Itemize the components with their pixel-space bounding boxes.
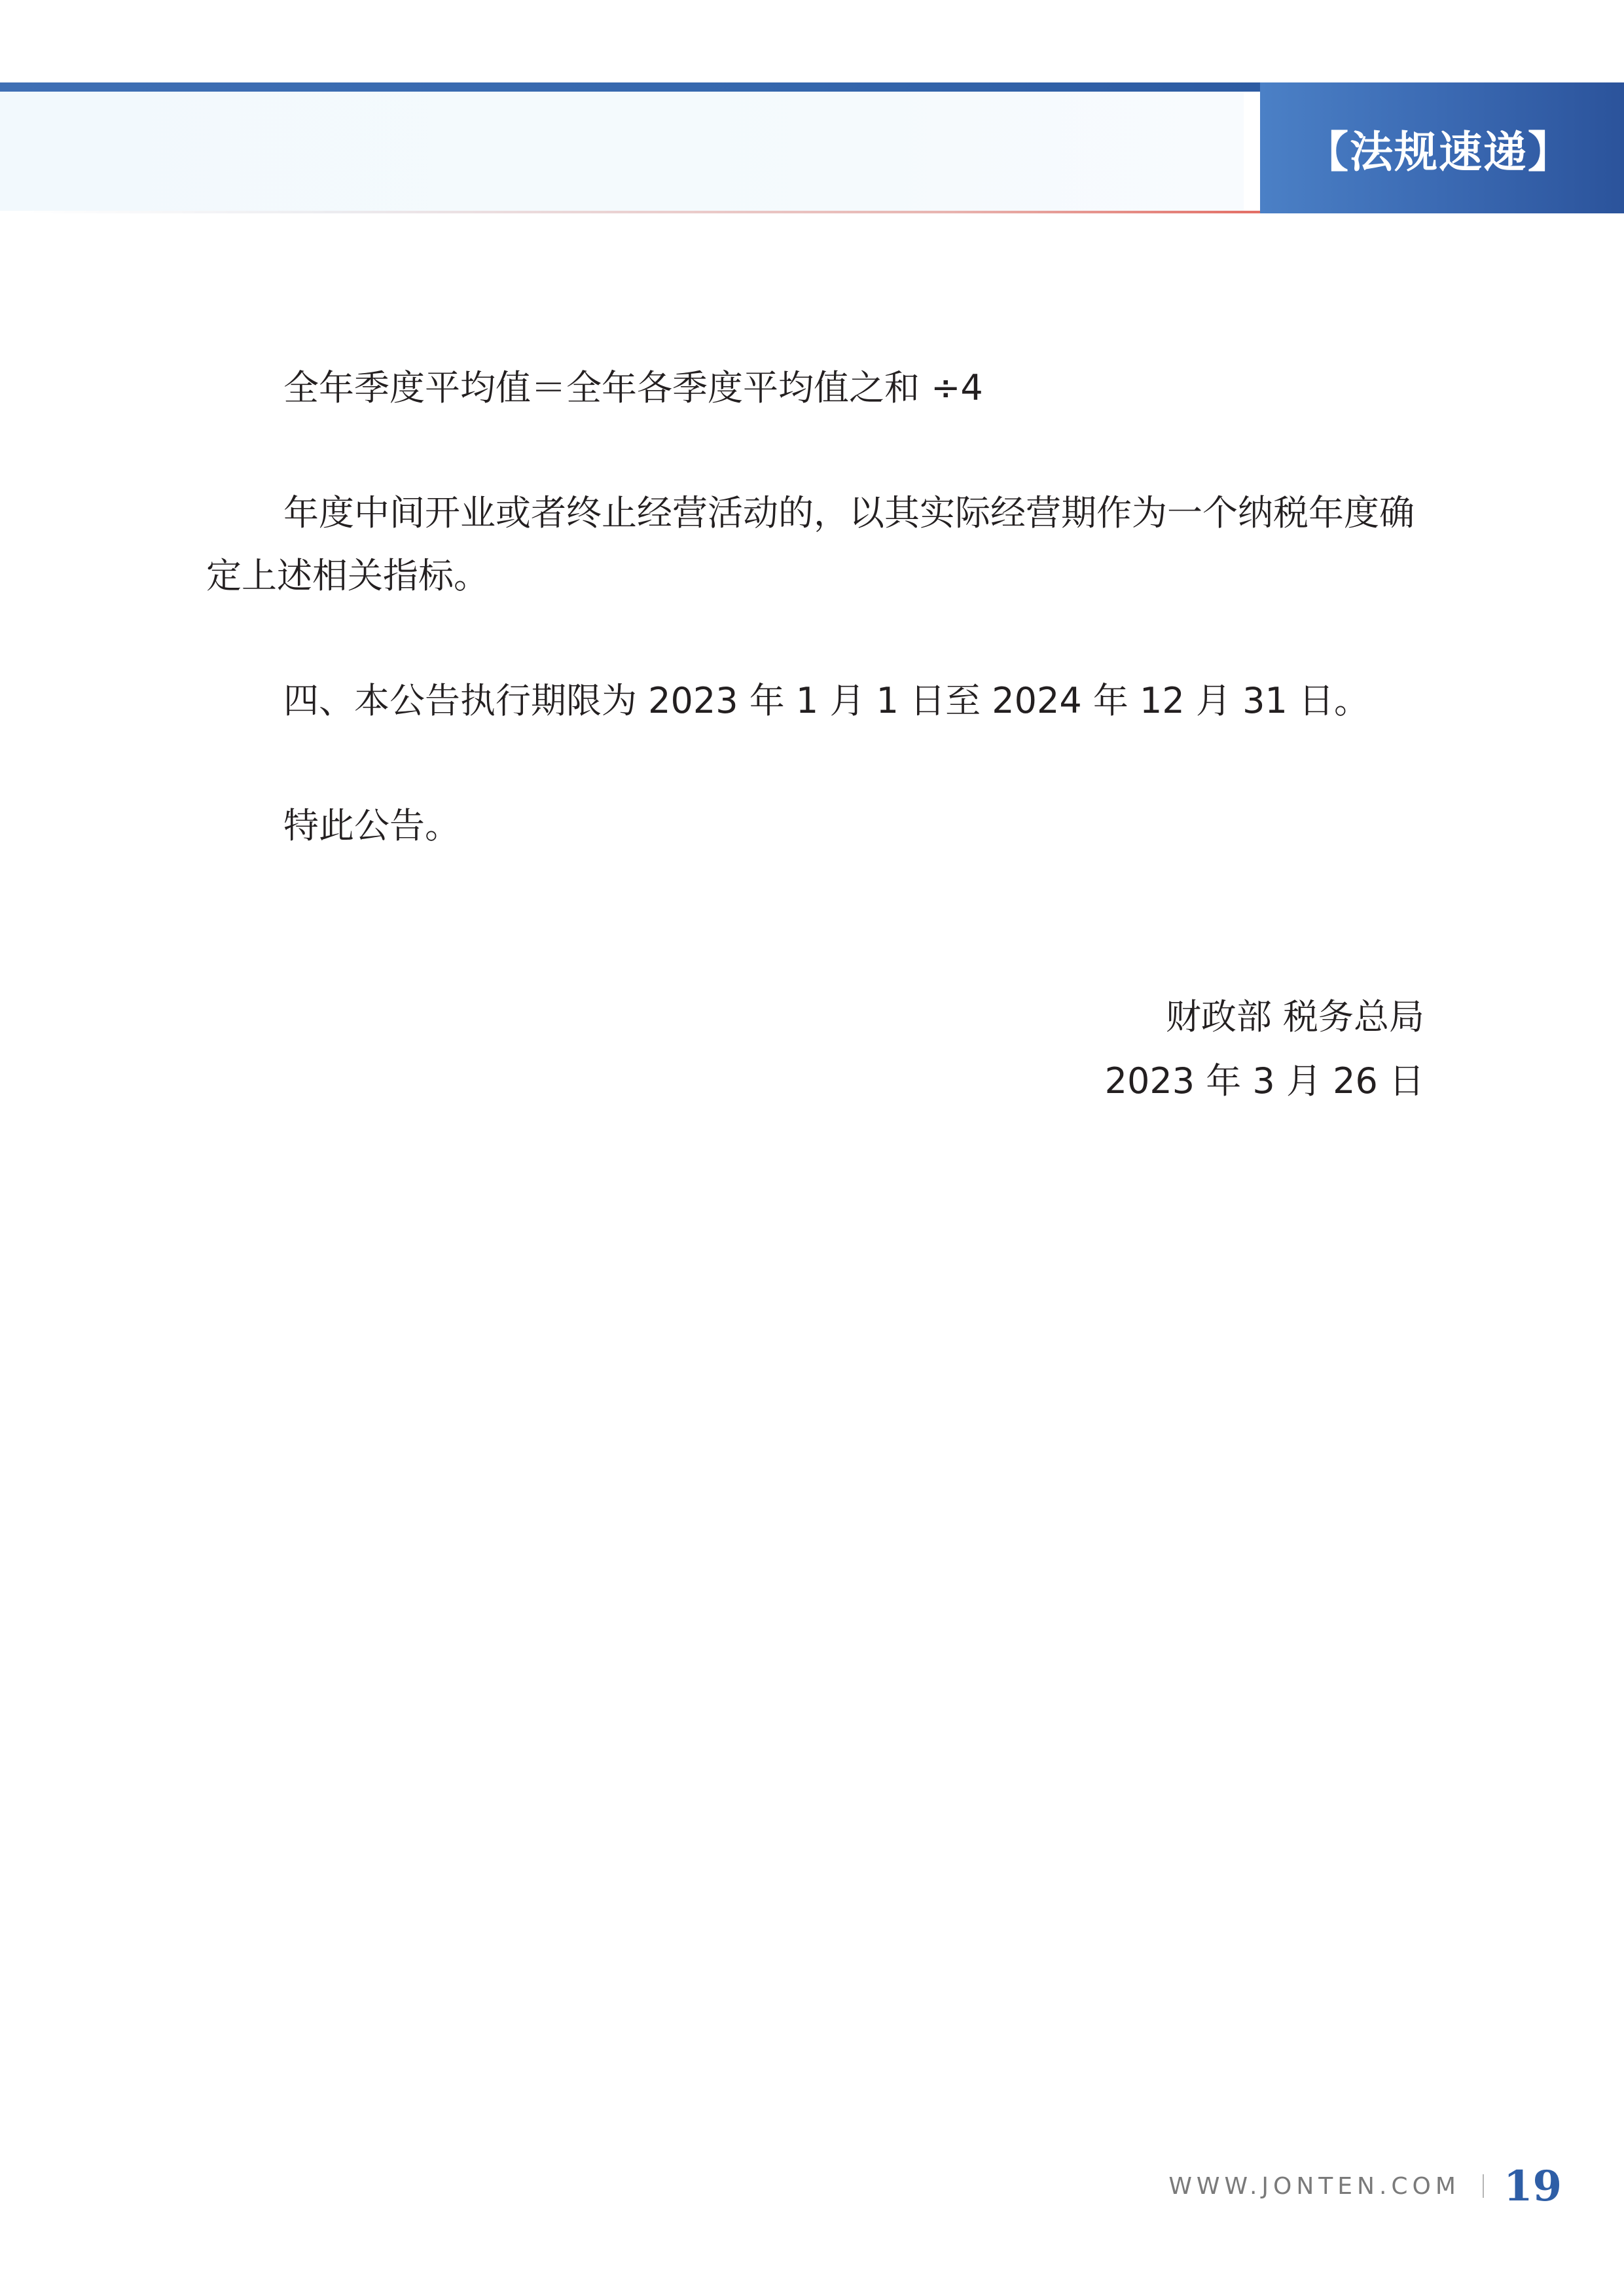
paragraph-operating-period: 年度中间开业或者终止经营活动的，以其实际经营期作为一个纳税年度确定上述相关指标。 [206,492,1415,596]
footer-url: WWW.JONTEN.COM [1168,2172,1460,2200]
signature-block [1105,985,1424,1113]
footer-divider [1483,2174,1484,2198]
document-body [206,357,1424,920]
signature-issuer: 财政部 税务总局 [1165,996,1424,1037]
signature-date: 2023 年 3 月 26 日 [1104,1060,1424,1102]
page-number: 19 [1503,2161,1562,2211]
header-top-rule [0,82,1260,92]
paragraph-closing: 特此公告。 [283,805,460,846]
section-label: 【法规速递】 [1305,126,1572,177]
header-band [0,92,1244,211]
paragraph-formula: 全年季度平均值＝全年各季度平均值之和 ÷4 [283,367,983,408]
header-underline [26,211,1260,213]
section-tab [1260,82,1624,213]
page-footer [1168,2160,1562,2212]
paragraph-effective-period: 四、本公告执行期限为 2023 年 1 月 1 日至 2024 年 12 月 31 日。 [283,680,1369,721]
page-header [0,0,1624,216]
